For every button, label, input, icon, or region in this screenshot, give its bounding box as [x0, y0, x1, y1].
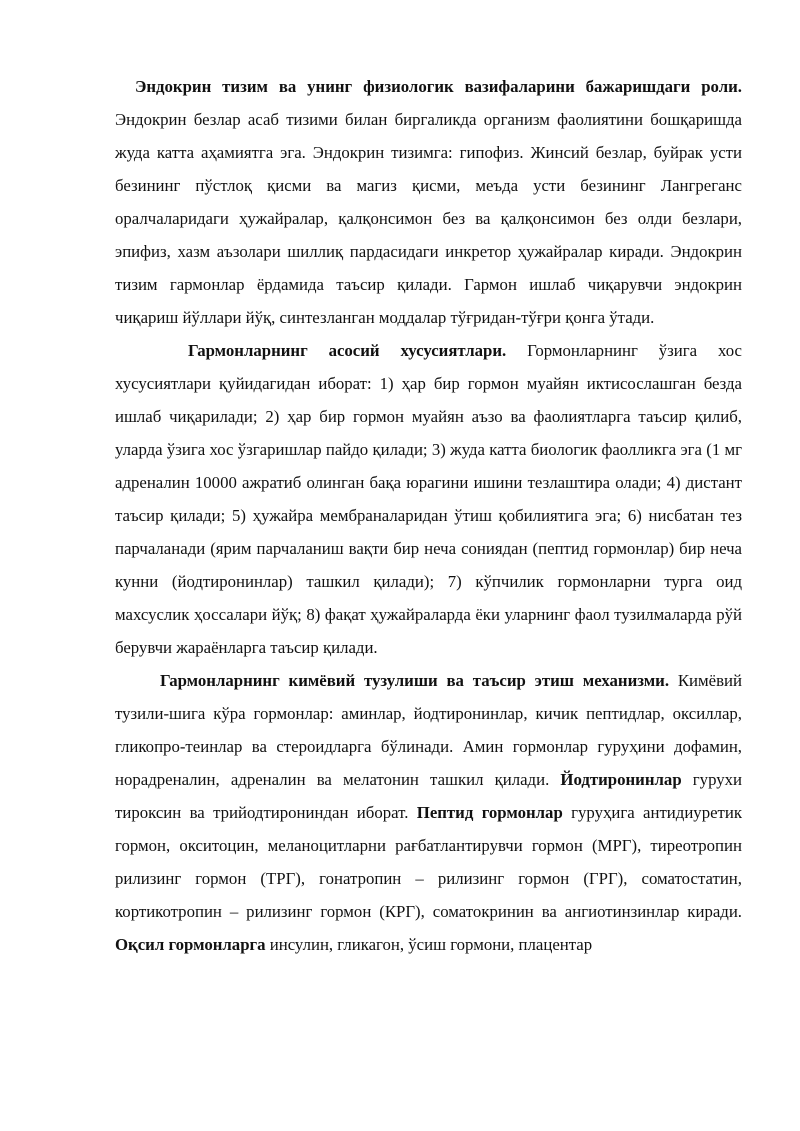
paragraph-hormone-structure [115, 664, 742, 961]
bold-term-iodothyronines: Йодтиронинлар [560, 770, 682, 789]
document-body [115, 70, 742, 961]
paragraph-heading: Эндокрин тизим ва унинг физиологик вазифаларини бажаришдаги роли. [135, 77, 742, 96]
paragraph-heading: Гармонларнинг асосий хусусиятлари. [188, 341, 507, 360]
paragraph-text: гурухи тироксин ва трийодтирониндан иборат. [115, 770, 743, 822]
paragraph-text: Кимёвий тузили-шига кўра гормонлар: аминлар, йодтиронинлар, кичик пептидлар, оксиллар, гликопро-теинлар ва стероидларга бўлинади. Амин гормонлар гуруҳини дофамин, норадреналин, адреналин ва мелатонин ташкил қилади. [115, 671, 742, 789]
paragraph-endocrine-system [115, 70, 742, 334]
paragraph-text: Эндокрин безлар асаб тизими билан биргаликда организм фаолиятини бошқаришда жуда катта аҳамиятга эга. Эндокрин тизимга: гипофиз. Жинсий безлар, буйрак усти безининг пўстлоқ қисми ва магиз қисми, меъда усти безининг Лангреганс оралчаларидаги ҳужайралар, қалқонсимон без ва қалқонсимон без олди безлари, эпифиз, хазм аъзолари шиллиқ пардасидаги инкретор ҳужайралар киради. Эндокрин тизим гармонлар ёрдамида таъсир қилади. Гармон ишлаб чиқарувчи эндокрин чиқариш йўллари йўқ, синтезланган моддалар тўғридан-тўғри қонга ўтади. [115, 110, 742, 327]
bold-term-protein-hormones: Оқсил гормонларга [115, 935, 266, 954]
paragraph-heading: Гармонларнинг кимёвий тузулиши ва таъсир этиш механизми. [160, 671, 670, 690]
paragraph-hormone-properties [115, 334, 742, 664]
bold-term-peptide-hormones: Пептид гормонлар [416, 803, 563, 822]
paragraph-text: гуруҳига антидиуретик гормон, окситоцин, меланоцитларни рағбатлантирувчи гормон (МРГ), тиреотропин рилизинг гормон (ТРГ), гонатропин – рилизинг гормон (ГРГ), соматостатин, кортикотропин – рилизинг гормон (КРГ), соматокринин ва ангиотинзинлар киради. [115, 803, 742, 921]
paragraph-text: инсулин, гликагон, ўсиш гормони, плацентар [265, 935, 593, 954]
paragraph-text: Гормонларнинг ўзига хос хусусиятлари қуйидагидан иборат: 1) ҳар бир гормон муайян иктисослашган безда ишлаб чиқарилади; 2) ҳар бир гормон муайян аъзо ва фаолиятларга таъсир қилиб, уларда ўзига хос ўзгаришлар пайдо қилади; 3) жуда катта биологик фаолликга эга (1 мг адреналин 10000 ажратиб олинган бақа юрагини ишини тезлаштира олади; 4) дистант таъсир қилади; 5) ҳужайра мембраналаридан ўтиш қобилиятига эга; 6) нисбатан тез парчаланади (ярим парчаланиш вақти бир неча сониядан (пептид гормонлар) бир неча кунни (йодтиронинлар) ташкил қилади); 7) кўпчилик гормонларни турга оид махсуслик ҳоссалари йўқ; 8) фақат ҳужайраларда ёки уларнинг фаол тузилмаларда рўй берувчи жараёнларга таъсир қилади. [115, 341, 742, 657]
